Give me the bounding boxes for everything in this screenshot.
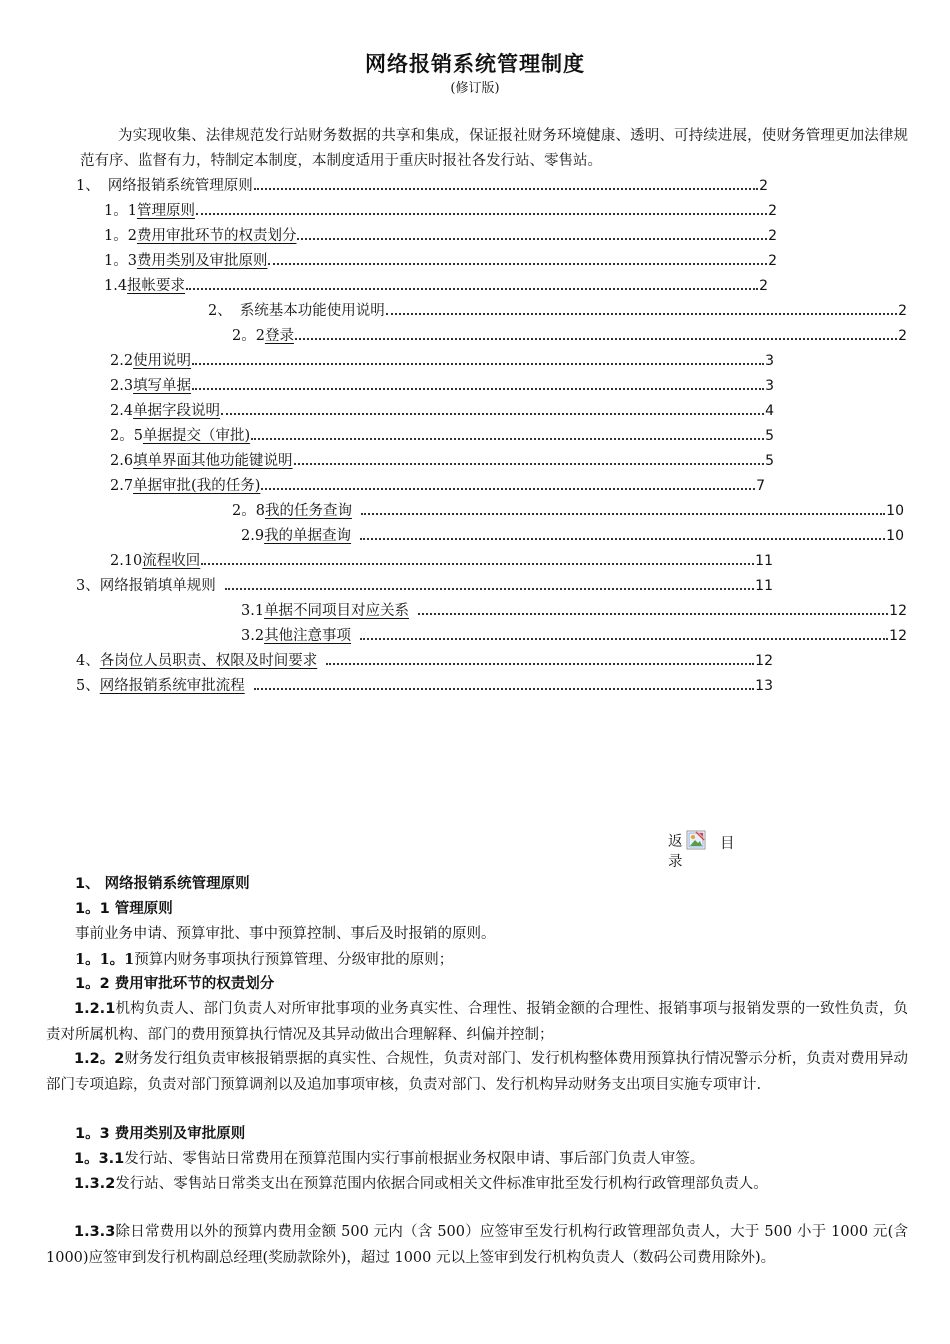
toc-page: 3 xyxy=(765,353,774,369)
toc-label: 流程收回 xyxy=(142,553,201,569)
document-subtitle: (修订版) xyxy=(450,81,500,96)
paragraph-1-2-2 xyxy=(46,1047,908,1098)
toc-number: 2.10 xyxy=(110,553,143,569)
toc-entry[interactable] xyxy=(76,674,773,698)
clause-text: 财务发行组负责审核报销票据的真实性、合规性，负责对部门、发行机构整体费用预算执行情况警示分析，负责对费用异动部门专项追踪，负责对部门预算调剂以及追加事项审核，负责对部门、发行机构异动财务支出项目实施专项审计. xyxy=(46,1051,909,1093)
toc-number: 2.9 xyxy=(241,528,265,544)
toc-leader xyxy=(261,474,755,490)
toc-entry[interactable] xyxy=(104,274,768,298)
toc-label: 我的任务查询 xyxy=(264,503,352,519)
toc-leader xyxy=(196,199,767,215)
toc-leader xyxy=(326,649,754,665)
toc-label: 网络报销系统审批流程 xyxy=(99,678,245,694)
toc-page: 11 xyxy=(755,553,773,569)
toc-label: 单据字段说明 xyxy=(133,403,221,419)
toc-number: 3.2 xyxy=(241,628,265,644)
toc-leader xyxy=(254,674,754,690)
toc-number: 2、 xyxy=(208,303,232,319)
clause-number: 1.3.2 xyxy=(74,1176,116,1192)
toc-leader xyxy=(386,299,897,315)
toc-page: 10 xyxy=(886,528,904,544)
toc-number: 2.2 xyxy=(110,353,134,369)
toc-entry[interactable] xyxy=(110,474,765,498)
toc-page: 7 xyxy=(756,478,765,494)
toc-label: 我的单据查询 xyxy=(264,528,352,544)
toc-number: 2.3 xyxy=(110,378,134,394)
toc-page: 12 xyxy=(889,603,907,619)
toc-entry[interactable] xyxy=(110,549,773,573)
back-to-toc-link[interactable] xyxy=(668,830,738,870)
back-link-char: 返 xyxy=(668,834,683,850)
back-link-char: 录 xyxy=(668,854,683,870)
toc-page: 12 xyxy=(755,653,773,669)
toc-page: 5 xyxy=(765,428,774,444)
paragraph-1-3-3 xyxy=(46,1220,908,1271)
toc-leader xyxy=(254,174,758,190)
toc-leader xyxy=(361,499,885,515)
toc-leader xyxy=(360,524,885,540)
section-heading-1-3: 1。3 费用类别及审批原则 xyxy=(75,1126,246,1142)
toc-entry[interactable] xyxy=(241,624,907,648)
toc-page: 2 xyxy=(768,228,777,244)
toc-entry[interactable] xyxy=(110,449,774,473)
toc-label: 填单界面其他功能键说明 xyxy=(133,453,293,469)
toc-entry[interactable] xyxy=(104,199,777,223)
toc-number: 1。2 xyxy=(104,228,137,244)
toc-leader xyxy=(225,574,754,590)
toc-number: 2。8 xyxy=(232,503,265,519)
toc-entry[interactable] xyxy=(104,224,777,248)
section-heading-1-2: 1。2 费用审批环节的权责划分 xyxy=(75,976,275,992)
toc-page: 2 xyxy=(759,178,768,194)
toc-label: 登录 xyxy=(264,328,294,344)
toc-leader xyxy=(297,224,767,240)
clause-text: 机构负责人、部门负责人对所审批事项的业务真实性、合理性、报销金额的合理性、报销事项与报销发票的一致性负责，负责对所属机构、部门的费用预算执行情况及其异动做出合理解释、纠偏并控制； xyxy=(46,1001,908,1043)
toc-number: 1.4 xyxy=(104,278,128,294)
toc-leader xyxy=(192,349,764,365)
toc-label: 报帐要求 xyxy=(127,278,186,294)
toc-page: 2 xyxy=(768,253,777,269)
toc-label: 单据提交（审批) xyxy=(142,428,251,444)
toc-label: 填写单据 xyxy=(133,378,192,394)
toc-entry[interactable] xyxy=(104,249,777,273)
broken-image-icon xyxy=(686,830,706,850)
toc-number: 5、 xyxy=(76,678,100,694)
toc-entry[interactable] xyxy=(232,324,907,348)
toc-leader xyxy=(192,374,764,390)
toc-label: 使用说明 xyxy=(133,353,192,369)
toc-label: 单据审批(我的任务) xyxy=(133,478,261,494)
toc-page: 2 xyxy=(898,328,907,344)
toc-label: 单据不同项目对应关系 xyxy=(264,603,410,619)
back-link-char: 目 xyxy=(720,836,735,852)
toc-entry[interactable] xyxy=(76,174,768,198)
toc-leader xyxy=(294,449,765,465)
toc-leader xyxy=(360,624,888,640)
toc-entry[interactable] xyxy=(232,499,904,523)
toc-label: 各岗位人员职责、权限及时间要求 xyxy=(99,653,318,669)
toc-number: 1、 xyxy=(76,178,100,194)
clause-text: 发行站、零售站日常类支出在预算范围内依据合同或相关文件标准审批至发行机构行政管理部负责人。 xyxy=(115,1176,768,1192)
toc-number: 3.1 xyxy=(241,603,265,619)
toc-leader xyxy=(418,599,888,615)
toc-leader xyxy=(251,424,764,440)
toc-page: 2 xyxy=(898,303,907,319)
toc-page: 12 xyxy=(889,628,907,644)
toc-entry[interactable] xyxy=(241,599,907,623)
toc-number: 2.4 xyxy=(110,403,134,419)
toc-leader xyxy=(186,274,758,290)
toc-leader xyxy=(268,249,767,265)
toc-entry[interactable] xyxy=(76,574,773,598)
toc-leader xyxy=(221,399,764,415)
toc-label: 费用类别及审批原则 xyxy=(136,253,268,269)
toc-label: 系统基本功能使用说明 xyxy=(239,303,385,319)
toc-number: 2。5 xyxy=(110,428,143,444)
toc-number: 1。1 xyxy=(104,203,137,219)
clause-number: 1.3.3 xyxy=(74,1224,116,1240)
toc-page: 13 xyxy=(755,678,773,694)
toc-page: 2 xyxy=(759,278,768,294)
clause-text: 除日常费用以外的预算内费用金额 500 元内（含 500）应签审至发行机构行政管理部负责人，大于 500 小于 1000 元(含 1000)应签审到发行机构副总经理(奖励款除外)，超过 1000 元以上签审到发行机构负责人（数码公司费用除外)。 xyxy=(46,1224,908,1266)
clause-number: 1.2。2 xyxy=(74,1051,125,1067)
intro-paragraph: 为实现收集、法律规范发行站财务数据的共享和集成，保证报社财务环境健康、透明、可持续进展，使财务管理更加法律规范有序、监督有力，特制定本制度，本制度适用于重庆时报社各发行站、零售站。 xyxy=(80,128,908,169)
paragraph-1-1-1 xyxy=(75,947,453,973)
toc-number: 3、 xyxy=(76,578,100,594)
clause-number: 1.2.1 xyxy=(74,1001,116,1017)
toc-label: 网络报销填单规则 xyxy=(99,578,216,594)
document-title: 网络报销系统管理制度 xyxy=(365,52,585,76)
toc-number: 2.7 xyxy=(110,478,134,494)
toc-page: 11 xyxy=(755,578,773,594)
toc-label: 费用审批环节的权责划分 xyxy=(136,228,297,244)
toc-entry[interactable] xyxy=(208,299,907,323)
toc-label: 管理原则 xyxy=(136,203,195,219)
toc-number: 2。2 xyxy=(232,328,265,344)
clause-text: 发行站、零售站日常费用在预算范围内实行事前根据业务权限申请、事后部门负责人审签。 xyxy=(124,1151,705,1167)
toc-page: 2 xyxy=(768,203,777,219)
clause-number: 1。1。1 xyxy=(75,951,135,968)
toc-entry[interactable] xyxy=(110,349,774,373)
toc-page: 10 xyxy=(886,503,904,519)
section-heading-1: 1、 网络报销系统管理原则 xyxy=(75,876,250,892)
section-heading-1-1: 1。1 管理原则 xyxy=(75,901,173,917)
toc-number: 2.6 xyxy=(110,453,134,469)
toc-entry[interactable] xyxy=(110,399,774,423)
toc-entry[interactable] xyxy=(110,374,774,398)
toc-page: 3 xyxy=(765,378,774,394)
toc-number: 1。3 xyxy=(104,253,137,269)
toc-label: 其他注意事项 xyxy=(264,628,352,644)
paragraph-1-3-2 xyxy=(46,1172,908,1198)
toc-number: 4、 xyxy=(76,653,100,669)
toc-page: 5 xyxy=(765,453,774,469)
toc-leader xyxy=(201,549,754,565)
clause-text: 预算内财务事项执行预算管理、分级审批的原则； xyxy=(134,952,454,968)
paragraph-1-2-1 xyxy=(46,997,908,1048)
toc-entry[interactable] xyxy=(76,649,773,673)
paragraph-1-3-1 xyxy=(46,1147,908,1173)
toc-entry[interactable] xyxy=(241,524,904,548)
toc-page: 4 xyxy=(765,403,774,419)
toc-leader xyxy=(295,324,897,340)
clause-number: 1。3.1 xyxy=(74,1151,125,1167)
toc-entry[interactable] xyxy=(110,424,774,448)
paragraph-1-1: 事前业务申请、预算审批、事中预算控制、事后及时报销的原则。 xyxy=(75,926,496,942)
toc-label: 网络报销系统管理原则 xyxy=(107,178,253,194)
